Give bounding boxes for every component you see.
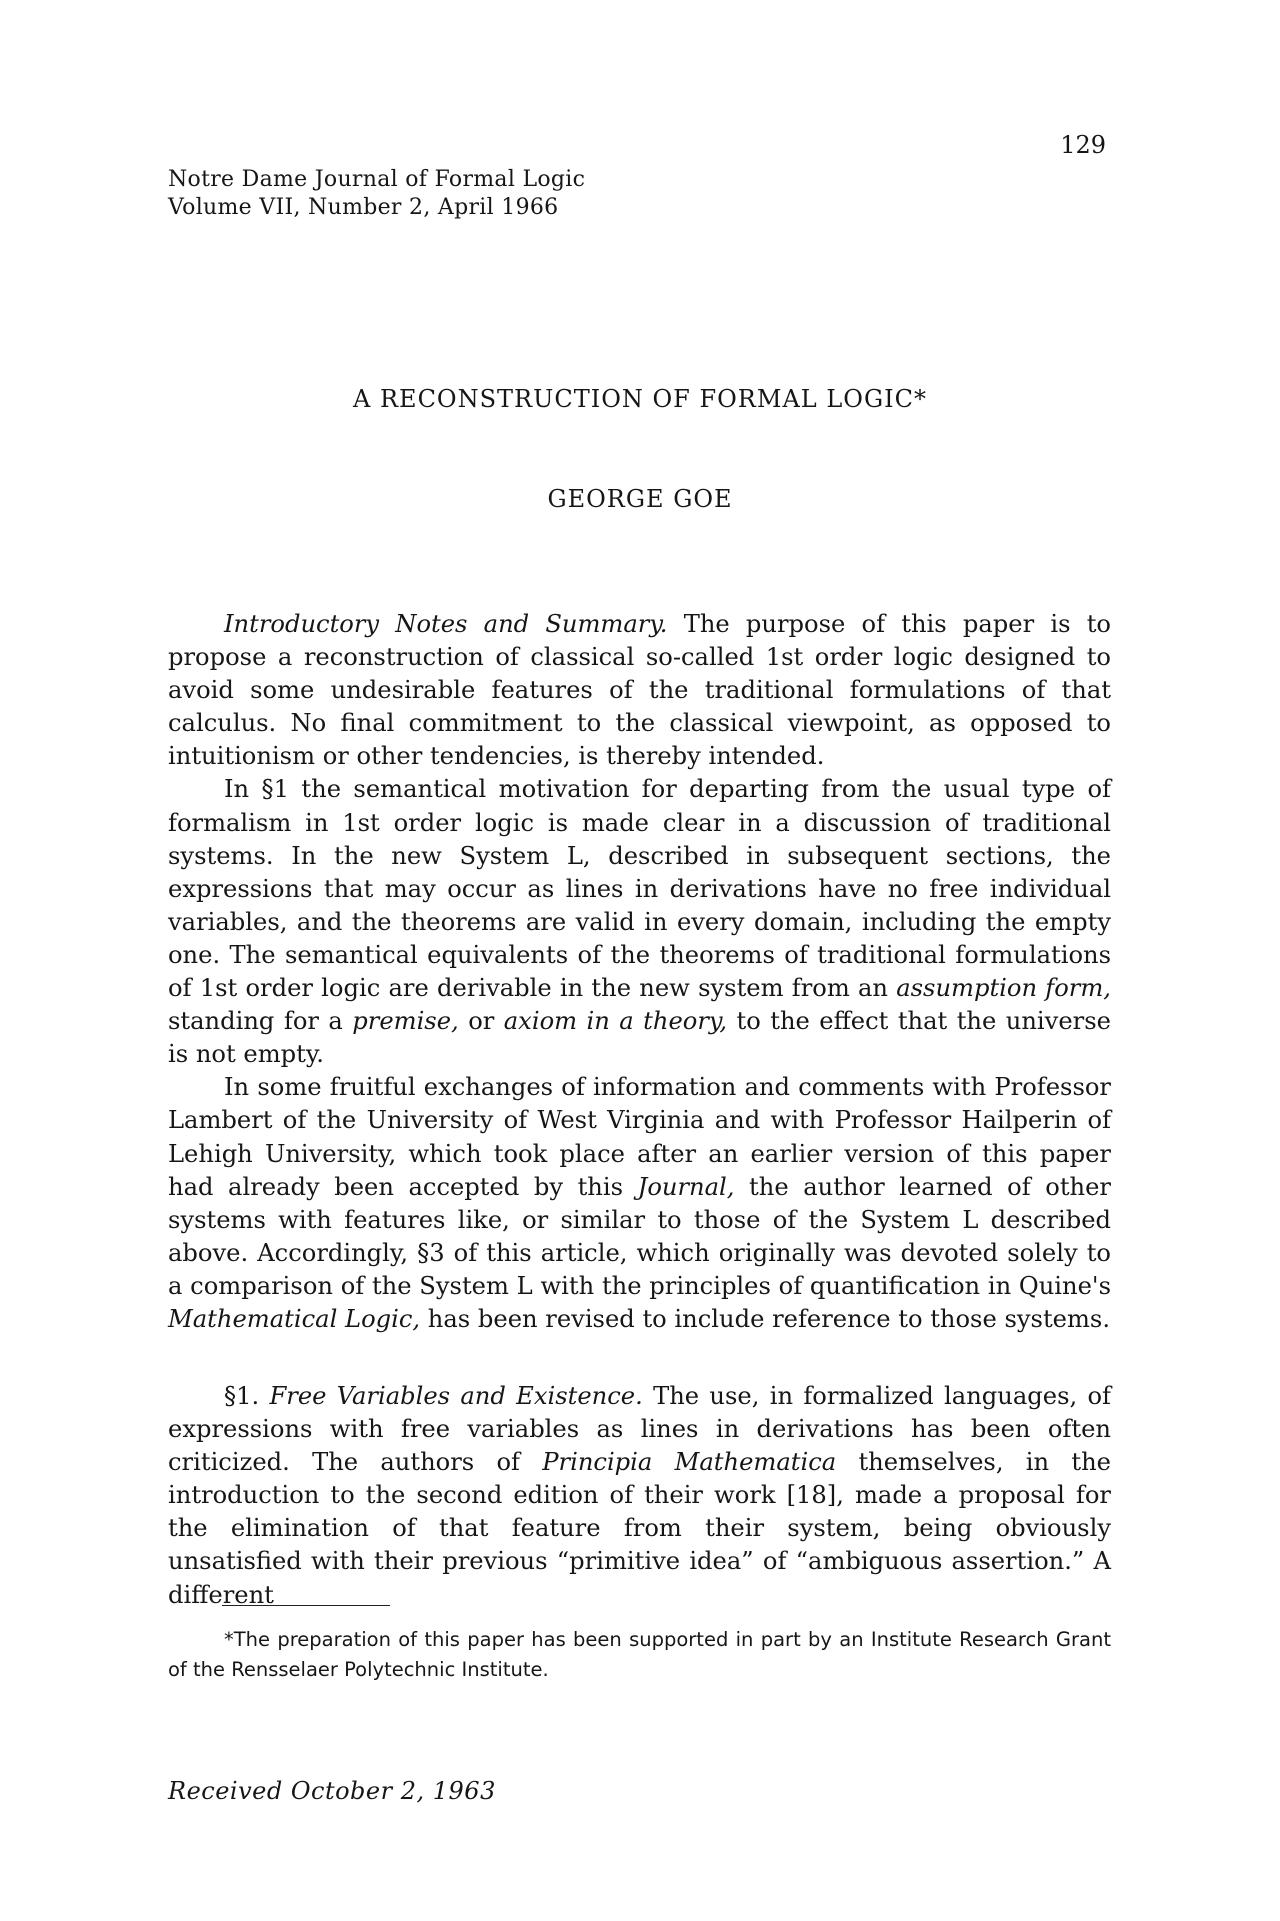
p3-text-c: has been revised to include reference to those systems. (427, 1304, 1111, 1333)
journal-name: Notre Dame Journal of Formal Logic (168, 167, 586, 192)
received-date: Received October 2, 1963 (168, 1777, 496, 1805)
section-1-text-a: The use, in formalized languages, of expressions with free variables as lines in derivations has been often criticized. The authors of (168, 1382, 1111, 1477)
p3-text-a: In some fruitful exchanges of information and comments with Professor Lambert of the University of West Virginia and with Professor Hailperin of Lehigh University, which took place after an earlier version of this paper had already been accepted by this (168, 1073, 1111, 1201)
p2-text-a: In §1 the semantical motivation for departing from the usual type of formalism in 1st order logic is made clear in a discussion of traditional systems. In the new System L, described in subsequent sections, the expressions that may occur as lines in derivations have no free individual variables, and the theorems are valid in every domain, including the empty one. The semantical equivalents of the theorems of traditional formulations of 1st order logic are derivable in the new system from an (168, 775, 1111, 1003)
p3-emphasis-1: Journal, (637, 1172, 735, 1201)
body-text (168, 608, 1111, 1336)
section-1-heading: Free Variables and Existence. (269, 1382, 643, 1410)
semantics-paragraph (168, 773, 1111, 1071)
p2-text-b: standing for a (168, 1007, 343, 1036)
p3-text-b: the author learned of other systems with features like, or similar to those of the System L described above. Accordingly, §3 of this article, which originally was devoted solely to a comparison of the System L with the principles of quantification in Quine's (168, 1172, 1111, 1300)
article-title: A RECONSTRUCTION OF FORMAL LOGIC* (353, 385, 927, 413)
footnote-text: *The preparation of this paper has been supported in part by an Institute Research Grant of the Rensselaer Polytechnic Institute. (168, 1628, 1111, 1681)
section-1-text-b: themselves, in the introduction to the second edition of their work [18], made a proposal for the elimination of that feature from their system, being obviously unsatisfied with their previous “primitive idea” of “ambiguous assertion.” A different (168, 1448, 1111, 1609)
section-1-paragraph (168, 1380, 1111, 1612)
p2-emphasis-1: assumption form, (896, 974, 1111, 1003)
p2-text-d: to the effect that the universe is not empty. (168, 1007, 1111, 1069)
intro-paragraph (168, 608, 1111, 773)
footnote-divider (222, 1605, 390, 1606)
article-author: GEORGE GOE (547, 485, 733, 513)
p3-emphasis-2: Mathematical Logic, (168, 1304, 421, 1333)
page-number: 129 (1060, 131, 1106, 159)
p2-emphasis-3: axiom in a theory, (503, 1007, 728, 1036)
volume-line: Volume VII, Number 2, April 1966 (168, 195, 559, 220)
section-1-number: §1. (224, 1382, 260, 1410)
section-1-emphasis: Principia Mathematica (542, 1448, 837, 1477)
p2-text-c: or (468, 1007, 495, 1036)
section-1 (168, 1380, 1111, 1612)
footnote (168, 1625, 1111, 1685)
intro-heading: Introductory Notes and Summary. (224, 610, 668, 638)
acknowledgement-paragraph (168, 1071, 1111, 1336)
p2-emphasis-2: premise, (352, 1007, 459, 1036)
intro-p1-text: The purpose of this paper is to propose a reconstruction of classical so-called 1st order logic designed to avoid some undesirable features of the traditional formulations of that calculus. No final commitment to the classical viewpoint, as opposed to intuitionism or other tendencies, is thereby intended. (168, 610, 1111, 771)
